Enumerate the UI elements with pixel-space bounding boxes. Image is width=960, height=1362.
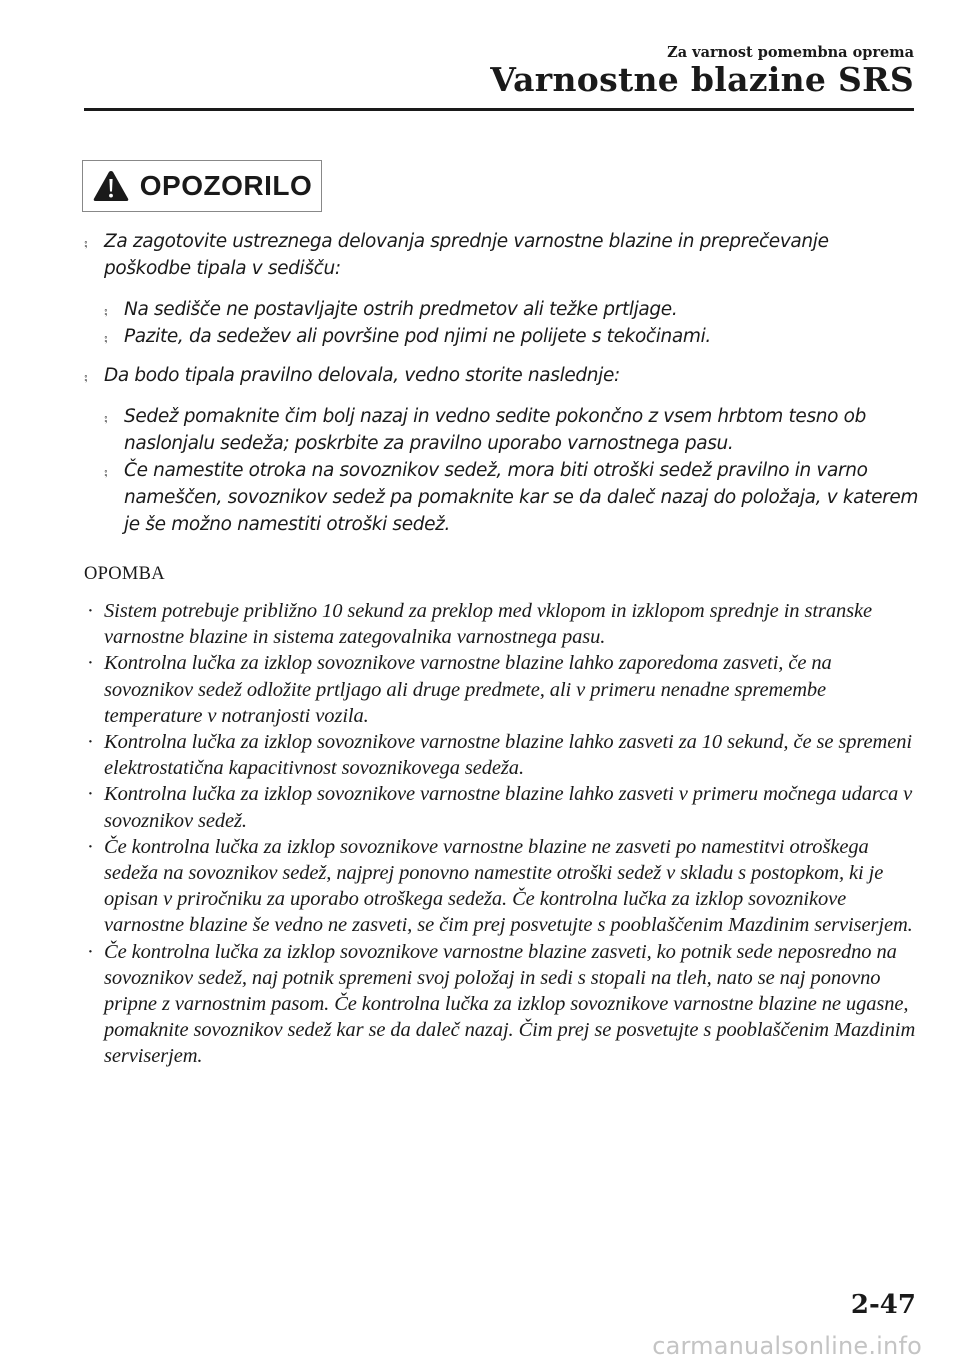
warning-subitem — [104, 457, 920, 538]
warning-subitem — [104, 403, 920, 457]
note-item-text: Kontrolna lučka za izklop sovoznikove varnostne blazine lahko zaporedoma zasveti, če na sovoznikov sedež odložite prtljago ali druge predmete, ali v primeru nenadne spremembe temperature v notranjosti vozila. — [104, 652, 832, 727]
warning-item-text: Da bodo tipala pravilno delovala, vedno storite naslednje: — [104, 365, 620, 386]
arrow-marker-icon: ⨾ — [104, 326, 108, 347]
note-item-text: Sistem potrebuje približno 10 sekund za preklop med vklopom in izklopom sprednje in stranske varnostne blazine in sistema zategovalnika varnostnega pasu. — [104, 600, 872, 649]
note-item-text: Kontrolna lučka za izklop sovoznikove varnostne blazine lahko zasveti v primeru močnega udarca v sovoznikov sedež. — [104, 783, 913, 832]
warning-item-text: Pazite, da sedežev ali površine pod njimi ne polijete s tekočinami. — [124, 326, 711, 347]
warning-body — [84, 228, 920, 538]
note-item — [84, 729, 920, 781]
warning-item — [84, 362, 920, 389]
note-item-text: Če kontrolna lučka za izklop sovoznikove varnostne blazine zasveti, ko potnik sede neposredno na sovoznikov sedež, naj potnik spremeni svoj položaj in sedi s stopali na tleh, nato se naj ponovno pripne z varnostnim pasom. Če kontrolna lučka za izklop sovoznikove varnostne blazine ne ugasne, pomaknite sovoznikov sedež kar se da daleč nazaj. Čim prej se posvetujte s pooblaščenim Mazdinim serviserjem. — [104, 940, 916, 1068]
warning-triangle-icon — [92, 169, 130, 203]
warning-subitem — [104, 323, 920, 350]
warning-subitem — [104, 296, 920, 323]
note-item — [84, 939, 920, 1070]
arrow-marker-icon: ⨾ — [104, 299, 108, 320]
warning-title: OPOZORILO — [139, 170, 313, 201]
arrow-marker-icon: ⨾ — [84, 231, 88, 252]
page-title: Varnostne blazine SRS — [490, 60, 914, 99]
warning-item — [84, 228, 920, 282]
warning-item-text: Če namestite otroka na sovoznikov sedež, mora biti otroški sedež pravilno in varno nameščen, sovoznikov sedež pa pomaknite kar se da daleč nazaj do položaja, v katerem je še možno namestiti otroški sedež. — [124, 460, 919, 535]
arrow-marker-icon: ⨾ — [84, 365, 88, 386]
note-heading: OPOMBA — [84, 564, 165, 584]
note-item — [84, 650, 920, 729]
bullet-dot-icon: · — [87, 652, 94, 675]
note-item-text: Kontrolna lučka za izklop sovoznikove varnostne blazine lahko zasveti za 10 sekund, če se spremeni elektrostatična kapacitivnost sovoznikovega sedeža. — [104, 731, 912, 780]
note-item — [84, 598, 920, 650]
warning-item-text: Sedež pomaknite čim bolj nazaj in vedno sedite pokončno z vsem hrbtom tesno ob naslonjalu sedeža; poskrbite za pravilno uporabo varnostnega pasu. — [124, 406, 866, 454]
note-list — [84, 598, 920, 1070]
note-item — [84, 781, 920, 833]
warning-heading-box — [82, 160, 322, 212]
bullet-dot-icon: · — [87, 940, 94, 963]
watermark: carmanualsonline.info — [652, 1332, 922, 1360]
bullet-dot-icon: · — [87, 835, 94, 858]
section-label: Za varnost pomembna oprema — [667, 44, 914, 61]
arrow-marker-icon: ⨾ — [104, 460, 108, 481]
bullet-dot-icon: · — [87, 783, 94, 806]
arrow-marker-icon: ⨾ — [104, 406, 108, 427]
note-item — [84, 834, 920, 939]
header-divider — [84, 108, 914, 111]
note-item-text: Če kontrolna lučka za izklop sovoznikove varnostne blazine ne zasveti po namestitvi otroškega sedeža na sovoznikov sedež, najprej ponovno namestite otroški sedež v skladu s postopkom, ki je opisan v priročniku za uporabo otroškega sedeža. Če kontrolna lučka za izklop sovoznikove varnostne blazine še vedno ne zasveti, se čim prej posvetujte s pooblaščenim Mazdinim serviserjem. — [104, 835, 913, 937]
bullet-dot-icon: · — [87, 600, 94, 622]
page-number: 2-47 — [850, 1290, 916, 1320]
warning-item-text: Na sedišče ne postavljajte ostrih predmetov ali težke prtljage. — [124, 299, 678, 320]
warning-item-text: Za zagotovite ustreznega delovanja sprednje varnostne blazine in preprečevanje poškodbe tipala v sedišču: — [104, 231, 829, 279]
bullet-dot-icon: · — [87, 731, 94, 754]
